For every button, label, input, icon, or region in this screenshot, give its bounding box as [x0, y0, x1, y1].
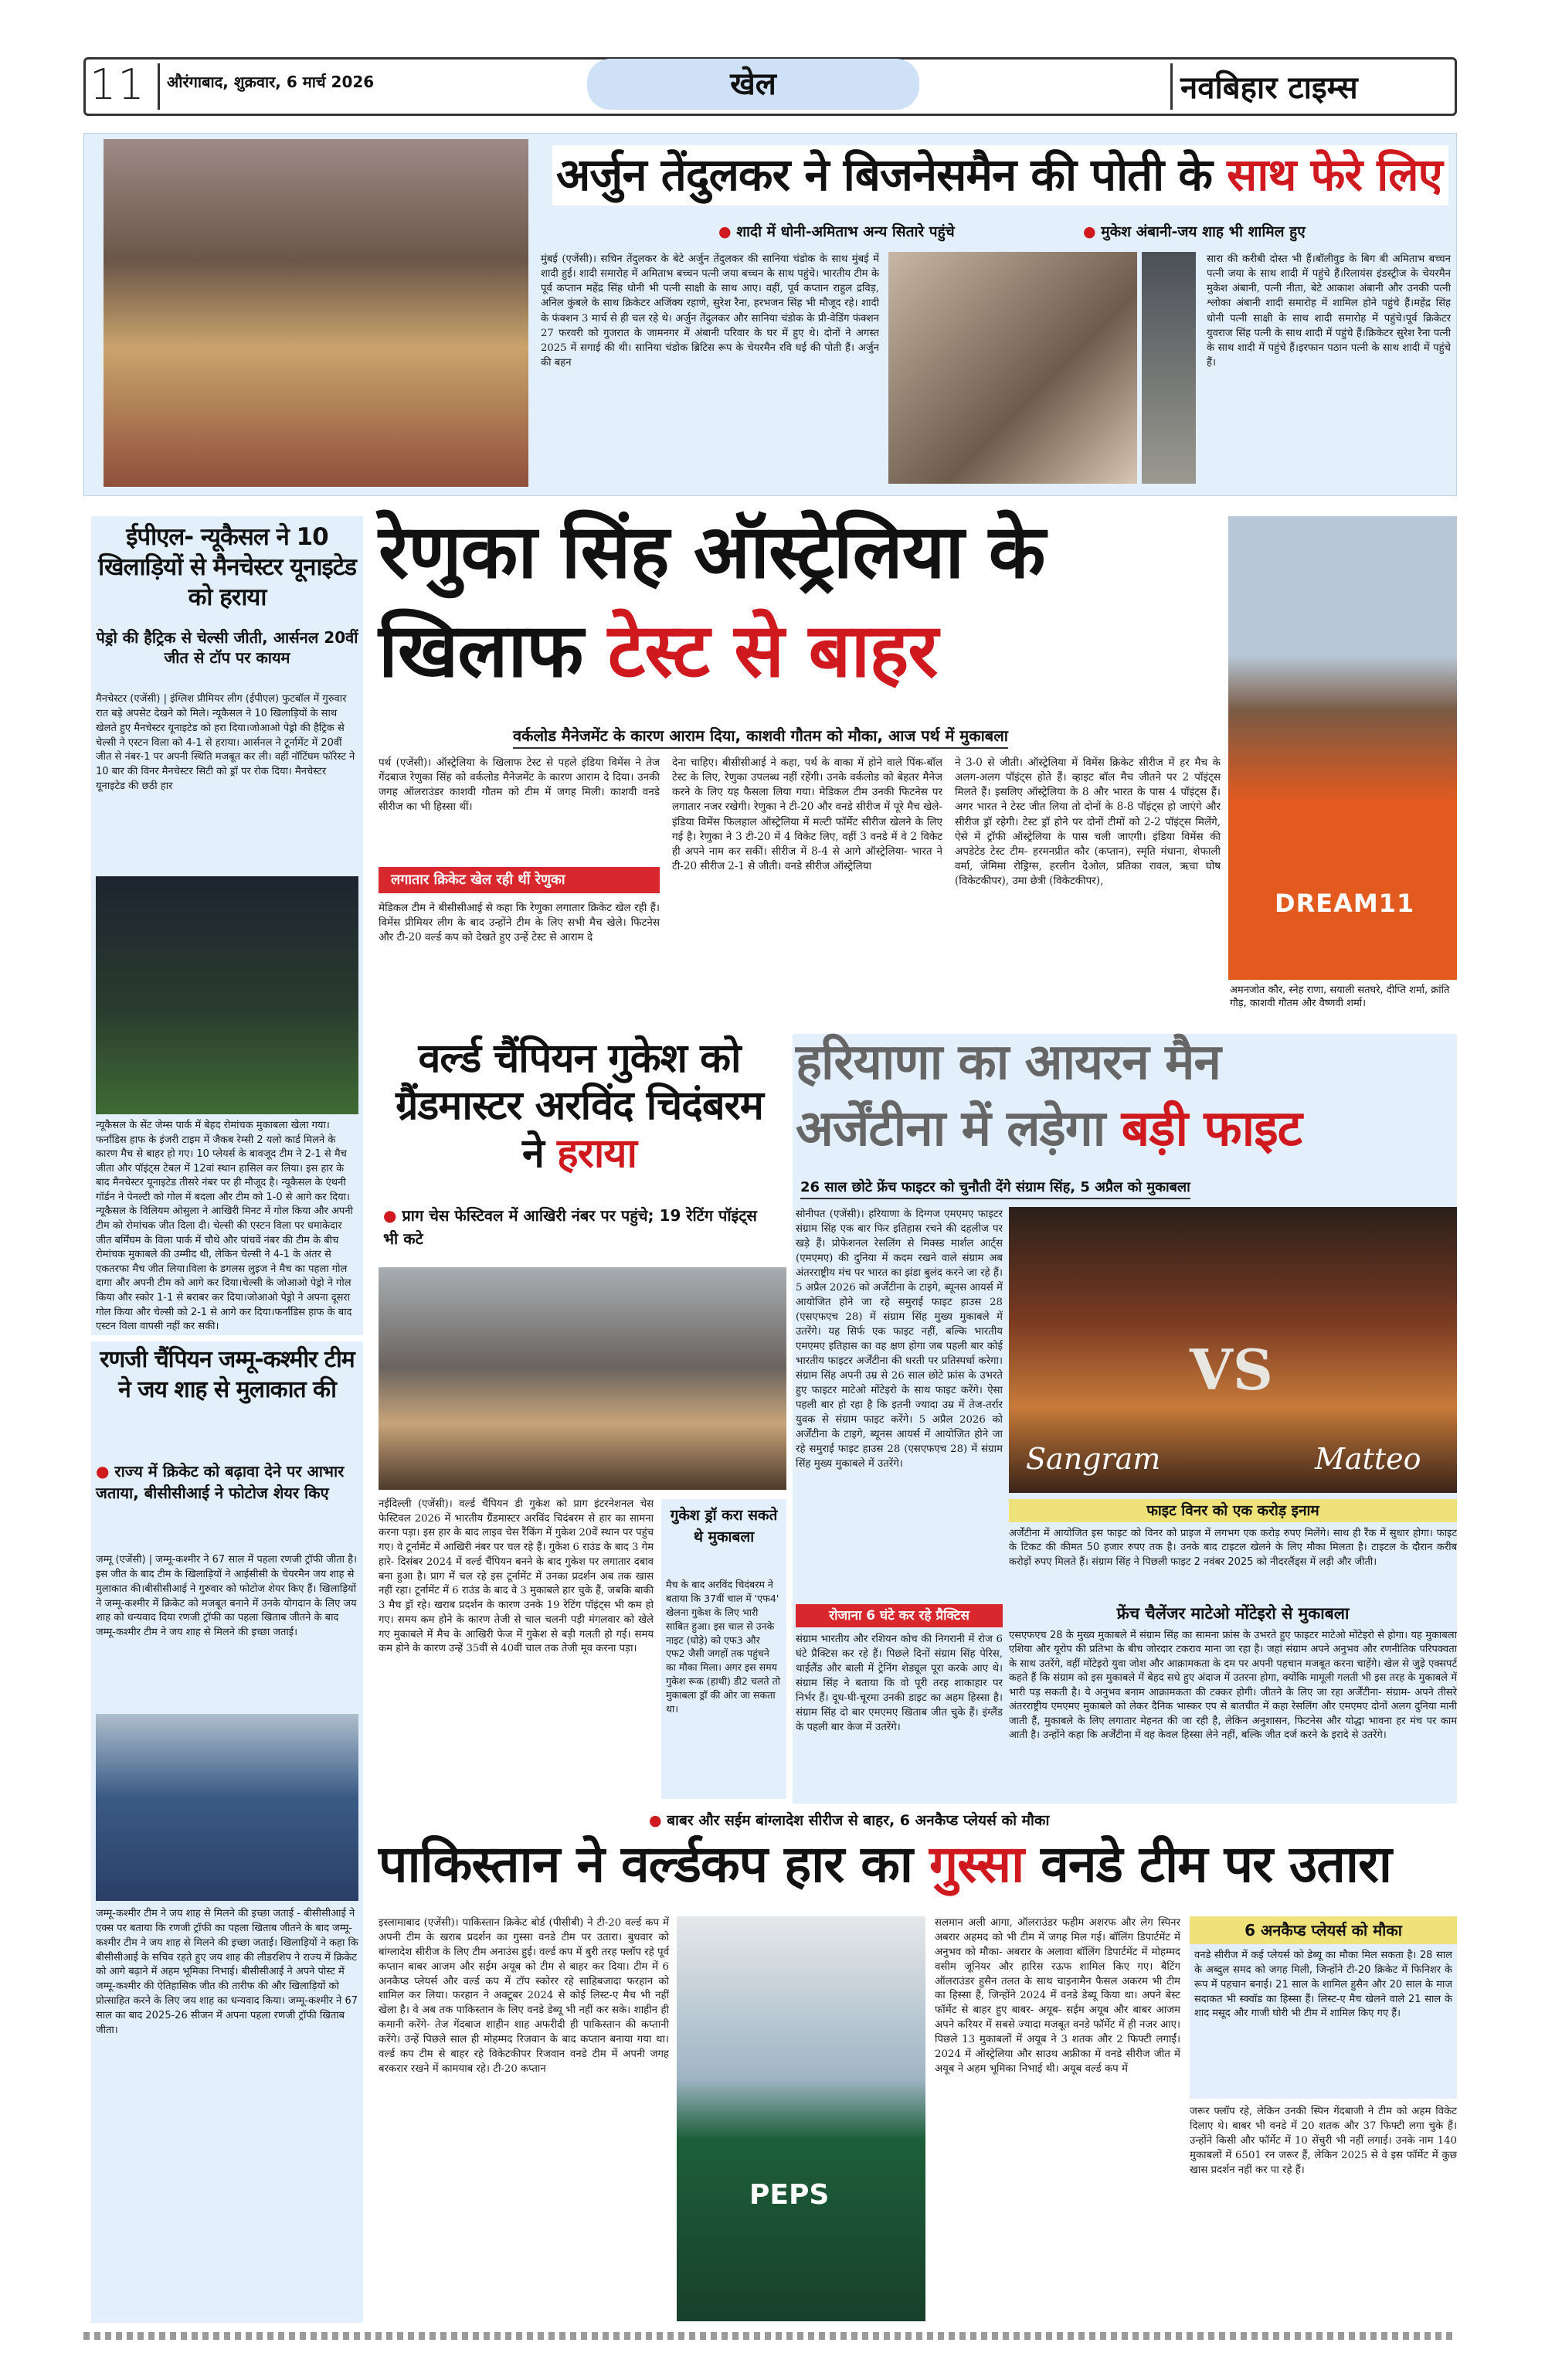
sangram-subhead: 26 साल छोटे फ्रेंच फाइटर को चुनौती देंगे संग्राम सिंह, 5 अप्रैल को मुकाबला	[800, 1178, 1190, 1199]
renuka-subhead: वर्कलोड मैनेजमेंट के कारण आराम दिया, काशवी गौतम को मौका, आज पर्थ में मुकाबला	[513, 725, 1008, 749]
renuka-jersey-logo: DREAM11	[1275, 889, 1415, 918]
renuka-redbar: लगातार क्रिकेट खेल रही थीं रेणुका	[379, 867, 660, 893]
sangram-col1: सोनीपत (एजेंसी)। हरियाणा के दिग्गज एमएमए फाइटर संग्राम सिंह एक बार फिर इतिहास रचने की दहलीज पर खड़े हैं। प्रोफेशनल रेसलिंग से मिक्स्ड मार्शल आर्ट्स (एमएमए) की दुनिया में कदम रखने वाले संग्राम अब अंतरराष्ट्रीय मंच पर भारत का झंडा बुलंद करने जा रहे हैं। 5 अप्रैल 2026 को अर्जेंटीना के टाइगे, ब्यूनस आयर्स में आयोजित होने जा रहे समुराई फाइट हाउस 28 (एसएफएच 28) में संग्राम सिंह मुख्य मुकाबले में उतरेंगे। यह सिर्फ एक फाइट नहीं, बल्कि भारतीय एमएमए इतिहास का वह क्षण होगा जब पहली बार कोई भारतीय फाइटर अर्जेंटीना की धरती पर प्रतिस्पर्धा करेगा। संग्राम सिंह अपनी उम्र से 26 साल छोटे फ्रांस के उभरते हुए फाइटर माटेओ मोंटेइरो के साथ फाइट करेंगे। ऐसा पहली बार हो रहा है कि इतनी ज्यादा उम्र में तेज-तर्रार युवक से संग्राम फाइट करेंगे। 5 अप्रैल 2026 को अर्जेंटीना के टाइगे, ब्यूनस आयर्स में आयोजित होने जा रहे समुराई फाइट हाउस 28 (एसएफएच 28) में संग्राम सिंह मुख्य मुकाबले में उतरेंगे।	[796, 1209, 1003, 1470]
football-photo	[96, 876, 358, 1114]
pak-col3: जरूर फ्लॉप रहे, लेकिन उनकी स्पिन गेंदबाजी ने टीम को अहम विकेट दिलाए थे। बाबर भी वनडे में 20 शतक और 37 फिफ्टी लगा चुके हैं। उन्होंने किसी और फॉर्मेट में 10 सेंचुरी भी नहीं लगाई। उनके नाम 140 मुकाबलों में 6501 रन जरूर हैं, लेकिन 2025 से वे इस फॉर्मेट में कुछ खास प्रदर्शन नहीं कर पा रहे हैं।	[1190, 2106, 1457, 2176]
pak-box-headline: 6 अनकैप्ड प्लेयर्स को मौका	[1190, 1916, 1457, 1944]
renuka-headline-line2: खिलाफ टेस्ट से बाहर	[379, 607, 938, 694]
pak-col2: सलमान अली आगा, ऑलराउंडर फहीम अशरफ और लेग स्पिनर अबरार अहमद को भी टीम में जगह मिल गई। बॉलिंग डिपार्टमेंट में अनुभव को मौका- अबरार के अलावा बॉलिंग डिपार्टमेंट में मोहम्मद वसीम जूनियर और हारिस रऊफ शामिल किए गए। बैटिंग ऑलराउंडर हुसैन तलत के साथ चाइनामैन फैसल अकरम भी टीम का हिस्सा हैं, जिन्होंने 2024 में वनडे डेब्यू किया था। अपने बेस्ट फॉर्मेट से बाहर हुए बाबर- अयूब- सईम अयूब और बाबर आजम अपने करियर में सबसे ज्यादा मजबूत वनडे फॉर्मेट में ही नजर आए। पिछले 13 मुकाबलों में अयूब ने 3 शतक और 2 फिफ्टी लगाईं। 2024 में ऑस्ट्रेलिया और साउथ अफ्रीका में वनडे सीरीज जीत में अयूब ने अहम भूमिका निभाई थी। अयूब वर्ल्ड कप में	[935, 1917, 1180, 2075]
french-headline: फ्रेंच चैलेंजर माटेओ मोंटेइरो से मुकाबला	[1116, 1604, 1350, 1623]
jk-subhead: ● राज्य में क्रिकेट को बढ़ावा देने पर आभार जताया, बीसीसीआई ने फोटोज शेयर किए	[96, 1462, 345, 1502]
gukesh-body: नईदिल्ली (एजेंसी)। वर्ल्ड चैंपियन डी गुकेश को प्राग इंटरनेशनल चेस फेस्टिवल 2026 में भारतीय ग्रैंडमास्टर अरविंद चिदंबरम से हार का सामना करना पड़ा। इस हार के बाद लाइव चेस रैंकिंग में गुकेश 20वें स्थान पर पहुंच गए। वे टूर्नामेंट में आखिरी नंबर पर चल रहे हैं। गुकेश 6 राउंड के बाद 3 गेम हारे- दिसंबर 2024 में वर्ल्ड चैंपियन बनने के बाद गुकेश पर लगातार दबाव बना हुआ है। प्राग में चल रहे इस टूर्नामेंट में उनका प्रदर्शन अब तक खास नहीं रहा। टूर्नामेंट में 6 राउंड के बाद वे 3 मुकाबले हार चुके हैं, जबकि बाकी 3 मैच ड्रॉ रहे। खराब प्रदर्शन के कारण उनके 19 रेटिंग पॉइंट्स भी कम हो गए। समय कम होने के कारण तेजी से चाल चलनी पड़ी मंगलवार को खेले गए मुकाबले में मैच के आखिरी फेज में गुकेश से बड़ी गलती हो गई। समय कम होने के कारण उन्हें 35वीं से 40वीं चाल तक तेजी मूव करना पड़ा।	[379, 1498, 654, 1655]
arjun-sub2: ● मुकेश अंबानी-जय शाह भी शामिल हुए	[1083, 223, 1306, 240]
pakistan-player-photo	[677, 1916, 925, 2321]
fight-poster-name-left: Sangram	[1026, 1442, 1161, 1476]
arjun-headline: अर्जुन तेंदुलकर ने बिजनेसमैन की पोती के साथ फेरे लिए	[556, 148, 1442, 201]
renuka-col3: ने 3-0 से जीती। ऑस्ट्रेलिया में विमेंस क्रिकेट सीरीज में हर मैच के अलग-अलग पॉइंट्स होते हैं। व्हाइट बॉल मैच जीतने पर 2 पॉइंट्स मिलते हैं। इसलिए ऑस्ट्रेलिया के 8 और भारत के पास 4 पॉइंट्स हैं। अगर भारत ने टेस्ट जीत लिया तो दोनों के 8-8 पॉइंट्स हो जाएंगे और सीरीज ड्रॉ रहेगी। टेस्ट ड्रॉ होने पर दोनों टीमों को 2-2 पॉइंट्स मिलेंगे, ऐसे में ट्रॉफी ऑस्ट्रेलिया के पास चली जाएगी। इंडिया विमेंस की अपडेटेड टेस्ट टीम- हरमनप्रीत कौर (कप्तान), स्मृति मंधाना, शेफाली वर्मा, जेमिमा रोड्रिग्स, हरलीन देओल, प्रतिका रावल, ऋचा घोष (विकेटकीपर), उमा छेत्री (विकेटकीपर),	[955, 756, 1221, 888]
epl-body-bottom: न्यूकैसल के सेंट जेम्स पार्क में बेहद रोमांचक मुकाबला खेला गया। फर्नांडिस हाफ के इंजरी टाइम में जैकब रेम्सी 2 यलो कार्ड मिलने के कारण मैच से बाहर हो गए। 10 प्लेयर्स के बावजूद टीम ने 2-1 से मैच जीता और पॉइंट्स टेबल में 12वां स्थान हासिल कर लिया। इस हार के बाद मैनचेस्टर यूनाइटेड तीसरे नंबर पर ही मौजूद है। न्यूकैसल के एंथनी गॉर्डन ने पेनल्टी को गोल में बदला और टीम को 1-0 से आगे कर दिया। न्यूकैसल के विलियम ओसुला ने आखिरी मिनट में गोल किया और अपनी टीम को रोमांचक जीत दिला दी। चेल्सी की एस्टन विला पर धमाकेदार जीत बर्मिंघम के विला पार्क में चौथे और पांचवें नंबर की टीम के बीच रोमांचक मुकाबले की उम्मीद थी, लेकिन चेल्सी ने 4-1 के अंतर से एकतरफा मैच जीत लिया।विला के डगलस लुइज ने मैच का पहला गोल दागा और अपनी टीम को आगे कर दिया।चेल्सी के जोआओ पेड्रो ने गोल किया और स्कोर 1-1 से बराबर कर दिया।जोआओ पेड्रो ने अपना दूसरा गोल किया और चेल्सी को 2-1 से आगे कर दिया।फर्नांडिस हाफ के बाद एस्टन विला वापसी नहीं कर सकी।	[96, 1120, 353, 1332]
jk-caption: जम्मू-कश्मीर टीम ने जय शाह से मिलने की इच्छा जताई - बीसीसीआई ने एक्स पर बताया कि रणजी ट्रॉफी का पहला खिताब जीतने के बाद जम्मू-कश्मीर टीम ने जय शाह से मिलने की इच्छा जताई। खिलाड़ियों ने कहा कि बीसीसीआई के सचिव रहते हुए जय शाह की लीडरशिप ने राज्य में क्रिकेट को आगे बढ़ाने में अहम भूमिका निभाई। बीसीसीआई ने अपने पोस्ट में जम्मू-कश्मीर की ऐतिहासिक जीत की तारीफ की और खिलाड़ियों को प्रोत्साहित करने के लिए जय शाह का धन्यवाद किया। जम्मू-कश्मीर ने 67 साल का बाद 2025-26 सीजन में अपना पहला रणजी ट्रॉफी खिताब जीता।	[96, 1908, 358, 2036]
pak-headline: पाकिस्तान ने वर्ल्डकप हार का गुस्सा वनडे टीम पर उतारा	[379, 1834, 1392, 1894]
footer-rule	[83, 2332, 1457, 2340]
page-number: 11	[90, 60, 146, 109]
epl-body-top: मैनचेस्टर (एजेंसी) | इंग्लिश प्रीमियर लीग (ईपीएल) फुटबॉल में गुरुवार रात बड़े अपसेट देखने को मिले। न्यूकैसल ने 10 खिलाड़ियों के साथ खेलते हुए मैनचेस्टर यूनाइटेड को हरा दिया।जोआओ पेड्रो की हैट्रिक से चेल्सी ने एस्टन विला को 4-1 से हराया। आर्सनल ने टूर्नामेंट में 20वीं जीत से नंबर-1 पर अपनी स्थिति मजबूत कर ली। वहीं नॉटिंघम फॉरेस्ट ने 10 बार की विनर मैनचेस्टर सिटी को ड्रॉ पर रोक दिया। मैनचेस्टर यूनाइटेड की छठी हार	[96, 693, 355, 793]
gukesh-side-headline: गुकेश ड्रॉ करा सकते थे मुकाबला	[670, 1507, 778, 1545]
jk-headline: रणजी चैंपियन जम्मू-कश्मीर टीम ने जय शाह से मुलाकात की	[100, 1346, 355, 1403]
gavaskar-photo	[1142, 252, 1196, 484]
gukesh-subhead: ● प्राग चेस फेस्टिवल में आखिरी नंबर पर पहुंचे; 19 रेटिंग पॉइंट्स भी कटे	[383, 1206, 757, 1248]
prize-headline: फाइट विनर को एक करोड़ इनाम	[1009, 1499, 1457, 1522]
paper-title: नवबिहार टाइम्स	[1180, 70, 1358, 106]
fight-poster-vs: VS	[1190, 1337, 1273, 1402]
sangram-headline-1: हरियाणा का आयरन मैन	[796, 1034, 1221, 1091]
fight-poster-name-right: Matteo	[1315, 1442, 1421, 1476]
renuka-col1b: मेडिकल टीम ने बीसीसीआई से कहा कि रेणुका लगातार क्रिकेट खेल रही हैं। विमेंस प्रीमियर लीग के बाद उन्होंने टीम के लिए सभी मैच खेले। फिटनेस और टी-20 वर्ल्ड कप को देखते हुए उन्हें टेस्ट से आराम दे	[379, 902, 660, 944]
epl-headline: ईपीएल- न्यूकैसल ने 10 खिलाड़ियों से मैनचेस्टर यूनाइटेड को हराया	[98, 523, 356, 611]
renuka-col2: देना चाहिए। बीसीसीआई ने कहा, पर्थ के वाका में होने वाले पिंक-बॉल टेस्ट के लिए, रेणुका उपलब्ध नहीं रहेंगी। उनके वर्कलोड को बेहतर मैनेज करने के लिए यह फैसला लिया गया। मेडिकल टीम उनकी फिटनेस पर लगातार नजर रखेगी। रेणुका ने टी-20 और वनडे सीरीज में पूरे मैच खेले- इंडिया विमेंस फिलहाल ऑस्ट्रेलिया में मल्टी फॉर्मेट सीरीज खेलने के लिए गई है। रेणुका ने 3 टी-20 में 4 विकेट लिए, वहीं 3 वनडे में वे 2 विकेट ही अपने नाम कर सकीं। सीरीज में 8-4 से आगे ऑस्ट्रेलिया- भारत ने टी-20 सीरीज 2-1 से जीती। वनडे सीरीज ऑस्ट्रेलिया	[672, 756, 942, 873]
jk-body: जम्मू (एजेंसी) | जम्मू-कश्मीर ने 67 साल में पहला रणजी ट्रॉफी जीता है। इस जीत के बाद टीम के खिलाड़ियों ने आईसीसी के चेयरमैन जय शाह से मुलाकात की।बीसीसीआई ने गुरुवार को फोटोज शेयर किए हैं। खिलाड़ियों ने जम्मू-कश्मीर में क्रिकेट को मजबूत बनाने में उनके योगदान के लिए जय शाह को धन्यवाद दिया रणजी ट्रॉफी का पहला खिताब जीतने के बाद जम्मू-कश्मीर टीम ने जय शाह से मिलने की इच्छा जताई।	[96, 1554, 357, 1639]
renuka-headline-line1: रेणुका सिंह ऑस्ट्रेलिया के	[379, 508, 1045, 595]
arjun-sub1: ● शादी में धोनी-अमिताभ अन्य सितारे पहुंचे	[718, 223, 955, 240]
wedding-guests-photo	[888, 252, 1137, 484]
gukesh-side-body: मैच के बाद अरविंद चिदंबरम ने बताया कि 37वीं चाल में 'एफ4' खेलना गुकेश के लिए भारी साबित हुआ। इस चाल से उनके नाइट (घोड़े) को एफ3 और एफ2 जैसी जगहों तक पहुंचने का मौका मिला। अगर इस समय गुकेश रूक (हाथी) डी2 चलते तो मुकाबला ड्रॉ की ओर जा सकता था।	[666, 1579, 781, 1715]
pak-kicker: ● बाबर और सईम बांग्लादेश सीरीज से बाहर, 6 अनकैप्ड प्लेयर्स को मौका	[649, 1812, 1050, 1829]
sangram-headline-2: अर्जेंटीना में लड़ेगा बड़ी फाइट	[796, 1100, 1302, 1158]
gukesh-headline: वर्ल्ड चैंपियन गुकेश को ग्रैंडमास्टर अरविंद चिदंबरम ने हराया	[396, 1035, 763, 1177]
epl-subhead: पेड्रो की हैट्रिक से चेल्सी जीती, आर्सनल 20वीं जीत से टॉप पर कायम	[96, 628, 358, 667]
renuka-caption: अमनजोत कौर, स्नेह राणा, सयाली सतघरे, दीप्ति शर्मा, क्रांति गौड़, काशवी गौतम और वैष्णवी शर्मा।	[1230, 984, 1450, 1009]
arjun-body-left: मुंबई (एजेंसी)। सचिन तेंदुलकर के बेटे अर्जुन तेंदुलकर की सानिया चंडोक के साथ मुंबई में शादी हुई। शादी समारोह में अमिताभ बच्चन पत्नी जया बच्चन के साथ पहुंचे। भारतीय टीम के पूर्व कप्तान महेंद्र सिंह धोनी भी पत्नी साक्षी के साथ आए। वहीं, पूर्व कप्तान राहुल द्रविड़, अनिल कुंबले के साथ क्रिकेटर अजिंक्य रहाणे, सुरेश रैना, हरभजन सिंह भी मौजूद रहे। शादी के फंक्शन 3 मार्च से ही चल रहे थे। अर्जुन तेंदुलकर और सानिया चंडोक के प्री-वेडिंग फंक्शन 27 फरवरी को गुजरात के जामनगर में अंबानी परिवार के घर में हुए थे। दोनों ने अगस्त 2025 में सगाई की थी। सानिया चंडोक ब्रिटिस रूप के चेयरमैन रवि घई की पोती हैं। अर्जुन की बहन	[541, 253, 879, 369]
pak-jersey-logo: PEPS	[749, 2179, 830, 2211]
dateline: औरंगाबाद, शुक्रवार, 6 मार्च 2026	[167, 73, 375, 91]
sangram-bar: रोजाना 6 घंटे कर रहे प्रैक्टिस	[796, 1604, 1003, 1627]
chess-photo	[379, 1267, 786, 1490]
arjun-wedding-photo	[104, 139, 528, 487]
prize-body: अर्जेंटीना में आयोजित इस फाइट को विनर को प्राइज में लगभग एक करोड़ रुपए मिलेंगे। साथ ही रैंक में सुधार होगा। फाइट के टिकट की कीमत 50 हजार रुपए तक है। उनके बाद टाइटल खेलने के लिए मौका मिलता है। टाइटल के दौरान करीब करोड़ों रुपए मिलते हैं। संग्राम सिंह ने पिछली फाइट 2 नवंबर 2025 को नीदरलैंड्स में लड़ी और जीती।	[1009, 1528, 1457, 1568]
sangram-col1b: संग्राम भारतीय और रशियन कोच की निगरानी में रोज 6 घंटे प्रैक्टिस कर रहे हैं। पिछले दिनों संग्राम सिंह पेरिस, थाईलैंड और बाली में ट्रेनिंग शेड्यूल पूरा करके आए थे। संग्राम सिंह ने बताया कि वो पूरी तरह शाकाहार पर निर्भर हैं। दूध-घी-चूरमा उनकी डाइट का अहम हिस्सा है। संग्राम सिंह दो बार एमएमए खिताब जीत चुके हैं। इंग्लैंड के पहली बार केज में उतरेंगे।	[796, 1634, 1003, 1733]
renuka-col1: पर्थ (एजेंसी)। ऑस्ट्रेलिया के खिलाफ टेस्ट से पहले इंडिया विमेंस ने तेज गेंदबाज रेणुका सिंह को वर्कलोड मैनेजमेंट के कारण आराम दे दिया। उनकी जगह ऑलराउंडर काशवी गौतम को टीम में जगह मिली। काशवी वनडे सीरीज का भी हिस्सा थीं।	[379, 756, 660, 814]
arjun-body-right: सारा की करीबी दोस्त भी हैं।बॉलीवुड के बिग बी अमिताभ बच्चन पत्नी जया के साथ शादी में पहुंचे हैं।रिलायंस इंडस्ट्रीज के चेयरमैन मुकेश अंबानी, पत्नी नीता, बेटे आकाश अंबानी और उनकी पत्नी श्लोका अंबानी शादी समारोह में शामिल होने पहुंचे हैं।महेंद्र सिंह धोनी पत्नी साक्षी के साथ शादी समारोह में पहुंचे।पूर्व क्रिकेटर युवराज सिंह पत्नी के साथ शादी में पहुंचे हैं।क्रिकेटर सुरेश रैना पत्नी के साथ शादी में पहुंचे हैं।इरफान पठान पत्नी के साथ शादी में पहुंचे हैं।	[1207, 253, 1451, 369]
section-tab: खेल	[587, 59, 919, 110]
pak-col1: इस्लामाबाद (एजेंसी)। पाकिस्तान क्रिकेट बोर्ड (पीसीबी) ने टी-20 वर्ल्ड कप में अपनी टीम के खराब प्रदर्शन का गुस्सा वनडे टीम पर उतारा। बुधवार को बांग्लादेश सीरीज के लिए टीम अनाउंस हुई। वर्ल्ड कप में बुरी तरह फ्लॉप रहे पूर्व कप्तान बाबर आजम और सईम अयूब को टीम से बाहर कर दिया। टीम में 6 अनकैप्ड प्लेयर्स और वर्ल्ड कप में टॉप स्कोरर रहे साहिबजादा फरहान को शामिल कर लिया। फरहान ने अक्टूबर 2024 से कोई लिस्ट-ए मैच भी नहीं खेला है। वे अब तक पाकिस्तान के लिए वनडे डेब्यू भी नहीं कर सके। शाहीन ही कमानी करेंगे- तेज गेंदबाज शाहीन शाह अफरीदी ही पाकिस्तान की कप्तानी करेंगे। उन्हें पिछले साल ही मोहम्मद रिजवान के बाद कप्तान बनाया गया था। वर्ल्ड कप टीम से बाहर रहे विकेटकीपर रिजवान वनडे टीम में अपनी जगह बरकरार रखने में कामयाब रहे। टी-20 कप्तान	[379, 1917, 669, 2075]
pak-box-body: वनडे सीरीज में कई प्लेयर्स को डेब्यू का मौका मिल सकता है। 28 साल के अब्दुल समद को जगह मिली, जिन्होंने टी-20 क्रिकेट में फिनिशर के रूप में पहचान बनाई। 21 साल के शामिल हुसैन और 20 साल के माज सदाकत भी स्क्वॉड का हिस्सा हैं। लिस्ट-ए मैच खेलने वाले 21 साल के शाद मसूद और गाजी घोरी भी टीम में शामिल किए गए हैं।	[1194, 1950, 1452, 2020]
jk-team-photo	[96, 1714, 358, 1901]
french-body: एसएफएच 28 के मुख्य मुकाबले में संग्राम सिंह का सामना फ्रांस के उभरते हुए फाइटर माटेओ मोंटेइरो से होगा। यह मुकाबला एशिया और यूरोप की प्रतिभा के बीच जोरदार टकराव माना जा रहा है। जहां संग्राम अपने अनुभव और रणनीतिक परिपक्वता के साथ उतरेंगे, वहीं मोंटेइरो युवा जोश और आक्रामकता के दम पर अपनी पहचान मजबूत करना चाहेंगे। खेल से जुड़े एक्सपर्ट कहते हैं कि संग्राम को इस मुकाबले में बेहद सधे हुए अंदाज में उतरना होगा, क्योंकि मामूली गलती भी इस तरह के मुकाबले में भारी पड़ सकती है। ये अनुभव बनाम आक्रामकता की टक्कर होगी। जीतने के लिए जा रहा अर्जेंटीना- संग्राम- अपने तीसरे अंतरराष्ट्रीय एमएमए मुकाबले को लेकर दैनिक भास्कर एप से बातचीत में कहा रेसलिंग और एमएमए दोनों अलग दुनिया मानी जाती हैं, मुकाबले के लिए लगातार मेहनत की जा रही है, लेकिन अनुशासन, फिटनेस और योद्धा भावना हर मंच पर काम आती है। उन्होंने कहा कि अर्जेंटीना में वह केवल हिस्सा लेने नहीं, बल्कि जीत दर्ज करने के इरादे से उतरेंगे।	[1009, 1630, 1457, 1742]
